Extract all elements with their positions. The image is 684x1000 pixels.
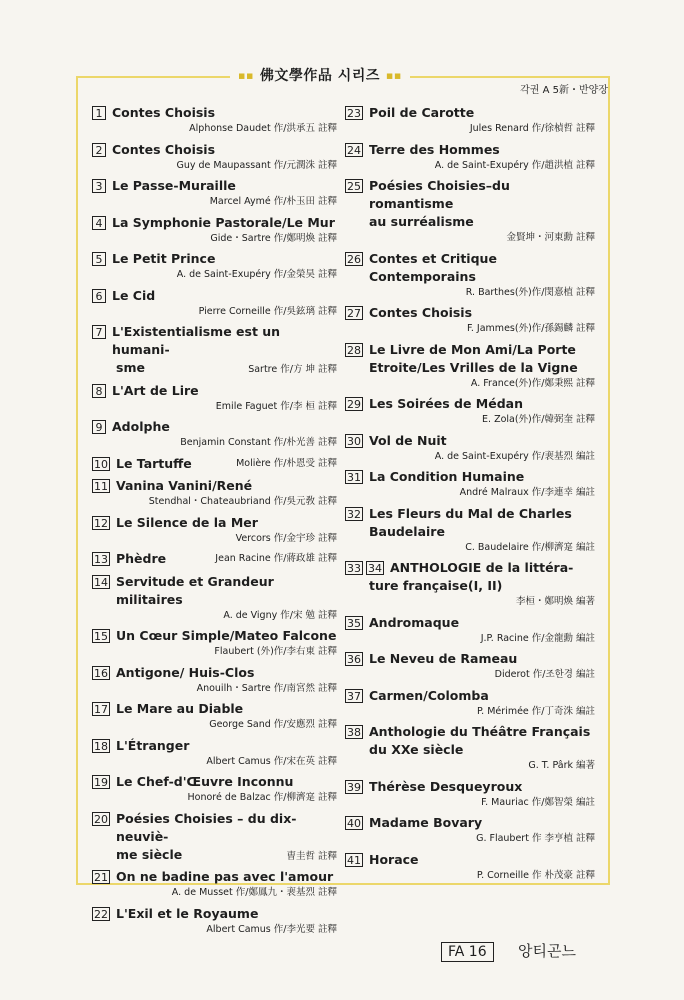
book-title-row xyxy=(345,104,595,122)
book-entry xyxy=(345,468,595,500)
book-title: L'Art de Lire xyxy=(112,382,199,398)
book-title-row xyxy=(345,250,595,286)
book-entry xyxy=(92,418,337,450)
book-list-left xyxy=(92,104,337,941)
book-number: 35 xyxy=(347,616,361,630)
book-title-row xyxy=(92,214,337,232)
book-number: 5 xyxy=(92,252,106,266)
book-number: 37 xyxy=(347,689,361,703)
book-entry xyxy=(345,304,595,336)
book-number: 38 xyxy=(347,726,361,739)
book-number: 2 xyxy=(92,143,106,157)
book-number: 19 xyxy=(94,776,108,789)
book-title: Le Livre de Mon Ami/La Porte xyxy=(369,341,576,357)
book-title-row xyxy=(345,559,595,577)
book-number: 24 xyxy=(347,143,361,157)
ornament-right-icon: ▪▪ xyxy=(385,68,402,82)
book-entry xyxy=(92,455,337,473)
book-author: A. de Saint-Exupéry 作/金榮昊 註釋 xyxy=(176,269,337,280)
book-title-row xyxy=(92,573,337,609)
book-author: Vercors 作/金宇珍 註釋 xyxy=(235,532,337,544)
book-title-continued xyxy=(92,359,337,377)
book-title-row xyxy=(345,778,595,796)
book-title-row xyxy=(92,664,337,682)
book-title: Contes et Critique Contemporains xyxy=(369,250,497,284)
book-entry xyxy=(92,287,337,319)
book-title: On ne badine pas avec l'amour xyxy=(116,869,334,884)
series-title-bar xyxy=(230,64,410,86)
book-entry xyxy=(92,177,337,209)
book-entry xyxy=(345,650,595,682)
book-title: Servitude et Grandeur militaires xyxy=(116,573,274,607)
book-author: Jules Renard 作/徐楨哲 註釋 xyxy=(469,123,595,134)
book-number: 29 xyxy=(347,398,361,411)
book-author: Anouilh・Sartre 作/南宮然 註釋 xyxy=(196,682,337,694)
book-title-line2: me siècle xyxy=(116,846,183,862)
book-author: G. Flaubert 作 李亨植 註釋 xyxy=(476,833,595,844)
book-entry xyxy=(345,778,595,810)
book-entry xyxy=(92,810,337,864)
book-entry xyxy=(92,477,337,509)
book-title-row xyxy=(345,851,595,869)
book-title: Le Tartuffe xyxy=(116,455,192,471)
book-number: 34 xyxy=(368,562,382,575)
book-title-row xyxy=(345,304,595,322)
book-title-row xyxy=(92,550,337,568)
book-entry xyxy=(92,700,337,732)
book-title-row xyxy=(345,614,595,632)
book-number: 9 xyxy=(92,420,106,434)
book-title: L'Exil et le Royaume xyxy=(116,905,259,921)
book-author: Honoré de Balzac 作/柳濟寔 註釋 xyxy=(187,792,337,803)
book-number: 27 xyxy=(347,307,361,320)
book-author: Marcel Aymé 作/朴玉田 註釋 xyxy=(209,196,337,207)
book-number: 39 xyxy=(347,780,361,794)
book-title: Les Fleurs du Mal de Charles xyxy=(369,505,572,521)
book-title-row xyxy=(92,104,337,122)
book-title-row xyxy=(345,141,595,159)
book-author: J.P. Racine 作/金龍勳 編註 xyxy=(480,632,595,644)
book-title-row xyxy=(345,687,595,705)
book-author: A. de Saint-Exupéry 作/趙洪植 註釋 xyxy=(434,159,595,171)
book-entry xyxy=(345,250,595,300)
book-author: Stendhal・Chateaubriand 作/吳元敎 註釋 xyxy=(148,496,337,507)
book-title-line2: sme xyxy=(116,360,145,375)
book-title: Poésies Choisies–du romantisme xyxy=(369,178,510,211)
book-number: 17 xyxy=(94,703,108,716)
book-entry xyxy=(92,737,337,769)
book-title: Vanina Vanini/René xyxy=(116,478,253,493)
book-author: André Malraux 作/李連幸 編註 xyxy=(459,487,595,498)
book-title: Le Neveu de Rameau xyxy=(369,651,518,666)
book-title-line2: ture française(I, II) xyxy=(369,578,503,593)
book-entry xyxy=(92,214,337,246)
book-author: F. Mauriac 作/鄭智榮 編註 xyxy=(481,796,595,808)
book-number: 33 xyxy=(347,562,361,575)
catalog-code: FA 16 xyxy=(441,942,494,962)
book-title: Le Passe-Muraille xyxy=(112,178,236,193)
book-entry xyxy=(345,814,595,846)
book-title: La Condition Humaine xyxy=(369,469,525,484)
book-title: Phèdre xyxy=(116,551,167,566)
book-number: 14 xyxy=(94,575,108,589)
book-number: 11 xyxy=(94,480,108,493)
book-title: Poil de Carotte xyxy=(369,105,475,120)
book-title-row xyxy=(345,177,595,213)
book-title: Terre des Hommes xyxy=(369,141,500,157)
book-number: 28 xyxy=(347,343,361,357)
book-title-row xyxy=(345,814,595,832)
book-title: Le Cid xyxy=(112,287,156,303)
book-entry xyxy=(92,868,337,900)
book-author: Pierre Corneille 作/吳鉉璃 註釋 xyxy=(198,305,337,317)
book-title-row xyxy=(92,287,337,305)
book-author: A. de Saint-Exupéry 作/裵基烈 編註 xyxy=(434,450,595,462)
book-entry xyxy=(345,559,595,609)
book-author: Emile Faguet 作/李 桓 註釋 xyxy=(215,400,337,412)
book-title-row xyxy=(92,868,337,886)
book-number: 1 xyxy=(92,106,106,120)
book-title-line2: du XXe siècle xyxy=(369,742,464,757)
book-title: Le Silence de la Mer xyxy=(116,514,258,530)
book-author: R. Barthes(外)作/閔憙植 註釋 xyxy=(465,286,595,298)
book-number: 26 xyxy=(347,252,361,266)
book-entry xyxy=(92,664,337,696)
book-entry xyxy=(345,141,595,173)
book-title: Madame Bovary xyxy=(369,815,483,830)
book-number: 23 xyxy=(347,107,361,120)
book-title: Les Soirées de Médan xyxy=(369,396,523,411)
book-title: Le Petit Prince xyxy=(112,251,216,266)
series-format-note: 각권 A 5新・반양장 xyxy=(520,85,608,96)
book-title-row xyxy=(345,468,595,486)
book-title: L'Existentialisme est un humani- xyxy=(112,324,281,357)
book-title-row xyxy=(92,418,337,436)
book-entry xyxy=(92,573,337,623)
book-entry xyxy=(345,341,595,391)
book-title: Horace xyxy=(369,851,419,867)
book-title: Andromaque xyxy=(369,614,460,630)
book-title: Contes Choisis xyxy=(112,105,216,120)
book-entry xyxy=(345,687,595,719)
book-author: C. Baudelaire 作/柳濟寔 編註 xyxy=(465,541,595,553)
book-title: Adolphe xyxy=(112,419,170,434)
book-title: Vol de Nuit xyxy=(369,432,447,448)
book-title: Le Chef-d'Œuvre Inconnu xyxy=(116,774,294,789)
book-title-row xyxy=(92,323,337,359)
book-author: Guy de Maupassant 作/元潤洙 註釋 xyxy=(176,159,337,171)
book-title-row xyxy=(345,395,595,413)
book-number: 40 xyxy=(347,817,361,830)
book-entry xyxy=(92,905,337,937)
book-title: Carmen/Colomba xyxy=(369,687,489,703)
book-number: 12 xyxy=(94,516,108,530)
book-entry xyxy=(345,432,595,464)
book-number: 36 xyxy=(347,653,361,666)
book-author: G. T. Pârk 編著 xyxy=(528,760,595,771)
book-title-row xyxy=(345,723,595,741)
book-number: 18 xyxy=(94,739,108,753)
book-entry xyxy=(92,550,337,568)
book-title-row xyxy=(92,514,337,532)
book-author: A. de Vigny 作/宋 勉 註釋 xyxy=(223,609,337,621)
book-title-row xyxy=(92,455,337,473)
book-author: P. Mérimée 作/丁奇洙 編註 xyxy=(476,705,595,717)
book-author: Molière 作/朴恩受 註釋 xyxy=(236,457,337,469)
book-title-line2: Baudelaire xyxy=(369,523,445,539)
book-author: Flaubert (外)作/李右東 註釋 xyxy=(214,646,337,657)
book-list-right xyxy=(345,104,595,887)
book-entry xyxy=(345,177,595,245)
book-number: 32 xyxy=(347,507,361,521)
book-number: 31 xyxy=(347,471,361,484)
book-title: Contes Choisis xyxy=(369,305,473,320)
book-entry xyxy=(92,104,337,136)
book-number: 15 xyxy=(94,630,108,643)
book-title-row xyxy=(345,432,595,450)
book-title-row xyxy=(345,341,595,359)
book-number: 10 xyxy=(94,457,108,471)
book-title: Poésies Choisies – du dix-neuviè- xyxy=(116,810,297,844)
book-author: E. Zola(外)作/韓弼奎 註釋 xyxy=(482,414,595,425)
book-author: Benjamin Constant 作/朴光善 註釋 xyxy=(180,437,337,448)
book-number: 4 xyxy=(92,216,106,230)
book-author: George Sand 作/安應烈 註釋 xyxy=(209,719,337,730)
book-entry xyxy=(92,382,337,414)
book-author: Gide・Sartre 作/鄭明煥 註釋 xyxy=(210,232,337,244)
publisher-name: 앙티곤느 xyxy=(518,942,576,960)
book-entry xyxy=(345,614,595,646)
book-number: 41 xyxy=(347,853,361,867)
book-entry xyxy=(92,773,337,805)
book-entry xyxy=(345,851,595,883)
book-title-continued xyxy=(92,846,337,864)
book-author: 李桓・鄭明煥 編著 xyxy=(515,596,595,607)
book-title: Contes Choisis xyxy=(112,141,216,157)
book-title: ANTHOLOGIE de la littéra- xyxy=(390,560,574,575)
book-entry xyxy=(92,323,337,377)
book-author: 曺圭哲 註釋 xyxy=(286,850,337,862)
book-entry xyxy=(92,627,337,659)
book-author: F. Jammes(外)作/孫錫麟 註釋 xyxy=(466,323,595,334)
book-title: La Symphonie Pastorale/Le Mur xyxy=(112,214,335,230)
book-number: 22 xyxy=(94,907,108,921)
book-title-row xyxy=(92,477,337,495)
book-title-row xyxy=(92,905,337,923)
book-title: Antigone/ Huis-Clos xyxy=(116,664,255,680)
book-author: Jean Racine 作/蔣政雄 註釋 xyxy=(215,553,337,564)
book-title-line2: au surréalisme xyxy=(369,214,474,229)
book-number: 20 xyxy=(94,812,108,826)
book-entry xyxy=(345,723,595,773)
book-entry xyxy=(345,104,595,136)
book-author: Diderot 作/조한경 編註 xyxy=(494,669,595,680)
book-entry xyxy=(92,514,337,546)
book-title-row xyxy=(345,650,595,668)
book-title-row xyxy=(92,810,337,846)
book-number: 21 xyxy=(94,871,108,884)
book-entry xyxy=(92,250,337,282)
book-title-row xyxy=(92,773,337,791)
book-title-row xyxy=(92,382,337,400)
book-title: L'Étranger xyxy=(116,737,190,753)
book-title-row xyxy=(92,627,337,645)
book-number: 7 xyxy=(92,325,106,339)
book-author: Sartre 作/方 坤 註釋 xyxy=(248,364,337,375)
book-title-row xyxy=(92,177,337,195)
book-entry xyxy=(345,505,595,555)
book-number: 6 xyxy=(92,289,106,303)
ornament-left-icon: ▪▪ xyxy=(238,68,254,82)
book-number: 25 xyxy=(347,180,361,193)
book-number: 3 xyxy=(92,179,106,193)
book-author: Albert Camus 作/李光要 註釋 xyxy=(206,923,337,935)
book-entry xyxy=(345,395,595,427)
series-title: 佛文學作品 시리즈 xyxy=(259,68,380,84)
book-title-row xyxy=(92,141,337,159)
book-title-row xyxy=(92,737,337,755)
book-title-row xyxy=(92,250,337,268)
book-title-line2: Etroite/Les Vrilles de la Vigne xyxy=(369,359,578,375)
book-title: Thérèse Desqueyroux xyxy=(369,778,523,794)
book-title-row xyxy=(345,505,595,523)
book-number: 13 xyxy=(94,553,108,566)
book-title: Le Mare au Diable xyxy=(116,701,244,716)
book-number: 30 xyxy=(347,434,361,448)
book-author: A. de Musset 作/鄭鳳九・裵基烈 註釋 xyxy=(171,887,337,898)
book-title: Anthologie du Théâtre Français xyxy=(369,724,591,739)
book-author: Alphonse Daudet 作/洪承五 註釋 xyxy=(189,123,337,134)
book-author: 金賢坤・河東勳 註釋 xyxy=(506,232,595,243)
book-author: A. France(外)作/鄭秉熙 註釋 xyxy=(470,377,595,389)
book-author: P. Corneille 作 朴茂豪 註釋 xyxy=(476,869,595,881)
book-title-row xyxy=(92,700,337,718)
book-title: Un Cœur Simple/Mateo Falcone xyxy=(116,628,337,643)
book-author: Albert Camus 作/宋在英 註釋 xyxy=(206,755,337,767)
book-number: 16 xyxy=(94,666,108,680)
book-number: 8 xyxy=(92,384,106,398)
book-entry xyxy=(92,141,337,173)
